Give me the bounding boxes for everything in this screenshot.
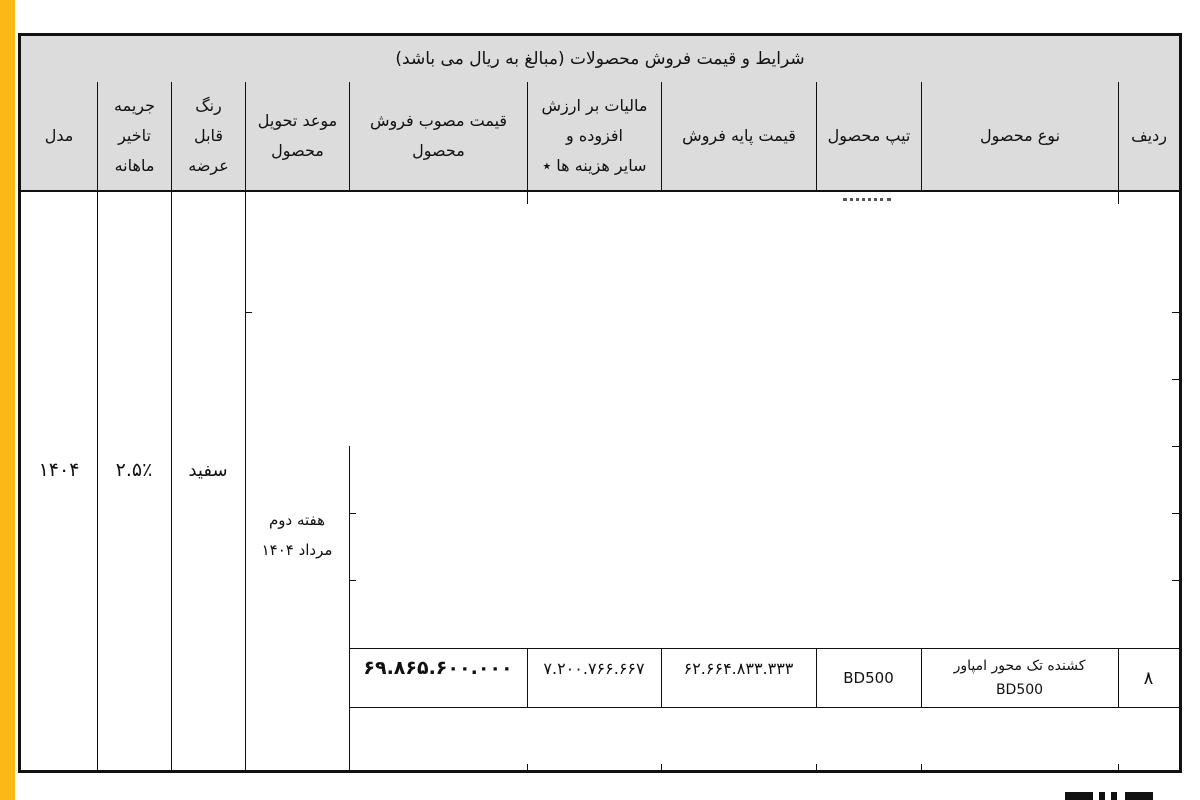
header-fragment <box>843 198 891 201</box>
header-product-tip <box>816 82 921 190</box>
header-penalty <box>97 82 171 190</box>
tick-mark <box>1172 580 1179 581</box>
col-divider <box>816 764 817 770</box>
tick-mark <box>1172 513 1179 514</box>
approved-price-cell: ۶۹.۸۶۵.۶۰۰.۰۰۰ <box>363 657 513 679</box>
color-value: سفید <box>188 459 228 481</box>
price-table <box>18 33 1182 773</box>
header-base-price-label: قیمت پایه فروش <box>682 126 796 145</box>
tick-mark <box>349 580 356 581</box>
header-model <box>21 82 97 190</box>
table-title-text: شرایط و قیمت فروش محصولات (مبالغ به ریال می باشد) <box>395 49 805 69</box>
col-divider <box>527 192 528 204</box>
header-delivery <box>245 82 349 190</box>
header-color-label: رنگ قابل عرضه <box>188 96 229 175</box>
header-row-number-label: ردیف <box>1131 126 1167 145</box>
product-type-cell: کشنده تک محور امپاور BD500 <box>953 658 1086 698</box>
header-product-type <box>921 82 1118 190</box>
table-title <box>21 36 1179 84</box>
tick-mark <box>1172 446 1179 447</box>
col-divider <box>1179 192 1180 770</box>
header-base-price <box>661 82 816 190</box>
tick-mark <box>349 513 356 514</box>
col-divider <box>1118 192 1119 204</box>
table-header-row <box>21 82 1179 192</box>
tick-mark <box>245 312 252 313</box>
tick-mark <box>1172 379 1179 380</box>
header-penalty-label: جریمه تاخیر ماهانه <box>114 96 155 175</box>
header-product-type-label: نوع محصول <box>980 126 1061 145</box>
row-number-cell: ۸ <box>1143 667 1154 689</box>
penalty-value: ۲.۵٪ <box>115 459 153 481</box>
accent-bar <box>0 0 15 800</box>
header-color <box>171 82 245 190</box>
vat-cell: ۷.۲۰۰.۷۶۶.۶۶۷ <box>543 658 645 678</box>
product-tip-cell: BD500 <box>843 669 894 687</box>
delivery-value: هفته دوم مرداد ۱۴۰۴ <box>261 511 333 559</box>
header-approved-price <box>349 82 527 190</box>
col-divider <box>661 764 662 770</box>
header-product-tip-label: تیپ محصول <box>827 126 911 145</box>
col-divider <box>527 764 528 770</box>
header-row-number <box>1118 82 1179 190</box>
header-model-label: مدل <box>44 126 74 145</box>
col-divider <box>921 764 922 770</box>
header-vat <box>527 82 661 190</box>
col-divider <box>1118 764 1119 770</box>
header-delivery-label: موعد تحویل محصول <box>257 111 338 160</box>
base-price-cell: ۶۲.۶۶۴.۸۳۳.۳۳۳ <box>683 658 794 678</box>
header-vat-label: مالیات بر ارزش افزوده و سایر هزینه ها ٭ <box>541 96 648 175</box>
header-approved-price-label: قیمت مصوب فروش محصول <box>369 111 508 160</box>
brand-logo-fragment <box>1065 792 1155 800</box>
col-divider <box>349 446 350 770</box>
col-divider <box>245 192 246 770</box>
model-value: ۱۴۰۴ <box>38 459 80 481</box>
tick-mark <box>1172 312 1179 313</box>
